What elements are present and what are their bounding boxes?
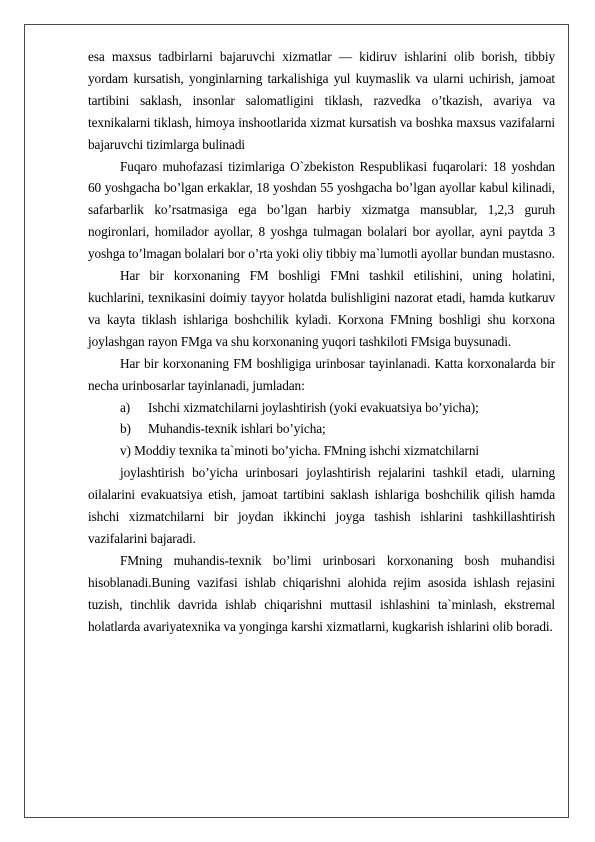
- paragraph-2: Fuqaro muhofazasi tizimlariga O`zbekiston Respublikasi fuqarolari: 18 yoshdan 60 yoshgacha bo’lgan erkaklar, 18 yoshdan 55 yoshgacha bo’lgan ayollar kabul kilinadi, safarbarlik ko’rsatmasiga ega bo’lgan harbiy xizmatga mansublar, 1,2,3 guruh nogironlari, homilador ayollar, 8 yoshga tulmagan bolalari bor ayollar, ayni paytda 3 yoshga to’lmagan bolalari bor o’rta yoki oliy tibbiy ma`lumotli ayollar bundan mustasno.: [88, 158, 555, 262]
- list-marker: a): [120, 399, 131, 415]
- paragraph-1: esa maxsus tadbirlarni bajaruvchi xizmatlar — kidiruv ishlarini olib borish, tibbiy yordam kursatish, yonginlarning tarkalishiga yul kuymaslik va ularni uchirish, jamoat tartibini saklash, insonlar salomatligini tiklash, razvedka o’tkazish, avariya va texnikalarni tiklash, himoya inshootlarida xizmat kursatish va boshka maxsus vazifalarni bajaruvchi tizimlarga bulinadi: [88, 49, 555, 152]
- paragraph-7: FMning muhandis-texnik bo’limi urinbosari korxonaning bosh muhandisi hisoblanadi.Buning vazifasi ishlab chiqarishni alohida rejim asosida ishlash rejasini tuzish, tinchlik davrida ishlab chiqarishni muttasil ishlashini ta`minlash, ekstremal holatlarda avariyatexnika va yonginga karshi xizmatlarni, kugkarish ishlarini olib boradi.: [88, 552, 555, 634]
- paragraph-5: v) Moddiy texnika ta`minoti bo’yicha. FMning ishchi xizmatchilarni: [120, 443, 479, 459]
- list-item-text: Muhandis-texnik ishlari bo’yicha;: [148, 421, 326, 437]
- paragraph-6: joylashtirish bo’yicha urinbosari joylashtirish rejalarini tashkil etadi, ularning oilalarini evakuatsiya etish, jamoat tartibini saklash ishlariga boshchilik qilish hamda ishchi xizmatchilarni bir joydan ikkinchi joyga tashish ishlarini tashkillashtirish vazifalarini bajaradi.: [88, 465, 555, 546]
- paragraph-3: Har bir korxonaning FM boshligi FMni tashkil etilishini, uning holatini, kuchlarini, texnikasini doimiy tayyor holatda bulishligini nazorat etadi, hamda kutkaruv va kayta tiklash ishlariga boshchilik kyladi. Korxona FMning boshligi shu korxona joylashgan rayon FMga va shu korxonaning yuqori tashkiloti FMsiga buysunadi.: [88, 268, 555, 349]
- document-body: [88, 46, 555, 637]
- list-item-a: [88, 397, 555, 419]
- paragraph-4: Har bir korxonaning FM boshligiga urinbosar tayinlanadi. Katta korxonalarda bir necha urinbosarlar tayinlanadi, jumladan:: [88, 355, 555, 393]
- list-item-text: Ishchi xizmatchilarni joylashtirish (yoki evakuatsiya bo’yicha);: [148, 399, 479, 415]
- list-item-b: [88, 418, 555, 440]
- list-marker: b): [120, 421, 131, 437]
